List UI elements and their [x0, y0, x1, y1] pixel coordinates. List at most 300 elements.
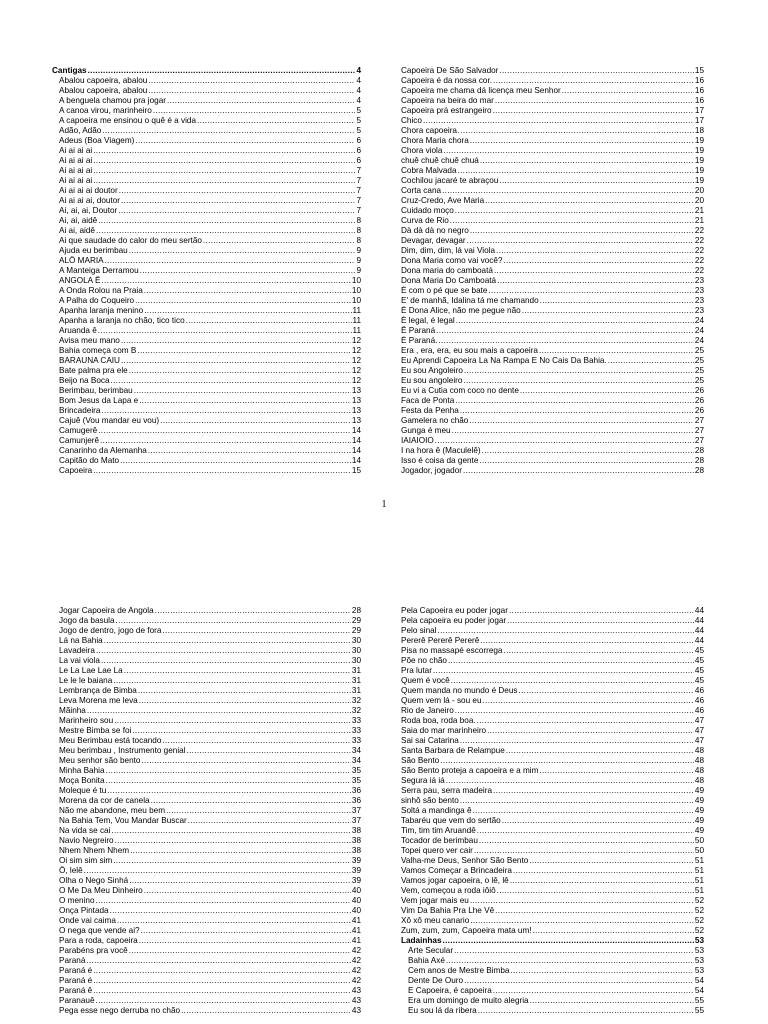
toc-page-number: 15 [351, 466, 361, 475]
toc-entry[interactable] [401, 686, 704, 696]
toc-entry-title: Dente De Ouro [408, 976, 464, 985]
toc-entry-title: Cruz-Credo, Ave Maria [401, 196, 485, 205]
toc-entry[interactable] [401, 356, 704, 366]
toc-dot-leader [93, 166, 355, 176]
toc-entry[interactable] [401, 386, 704, 396]
toc-entry[interactable] [52, 176, 361, 186]
toc-dot-leader [510, 876, 694, 886]
toc-dot-leader [482, 446, 694, 456]
toc-entry[interactable] [401, 246, 704, 256]
toc-entry[interactable] [401, 706, 704, 716]
toc-entry[interactable] [52, 336, 361, 346]
toc-entry[interactable] [401, 366, 704, 376]
toc-dot-leader [502, 816, 694, 826]
toc-entry[interactable] [401, 186, 704, 196]
toc-section-heading[interactable] [401, 936, 704, 946]
toc-page-number: 22 [694, 266, 704, 275]
toc-entry-title: Soltá a mandinga ê [401, 806, 472, 815]
toc-entry[interactable] [59, 696, 361, 706]
toc-page-number: 41 [351, 916, 361, 925]
toc-entry-title: Eu vi a Cutia com coco no dente [401, 386, 519, 395]
toc-entry[interactable] [401, 816, 704, 826]
toc-entry[interactable] [59, 846, 361, 856]
toc-entry[interactable] [59, 996, 361, 1006]
toc-entry[interactable] [401, 426, 704, 436]
toc-entry[interactable] [52, 446, 361, 456]
toc-dot-leader [116, 616, 351, 626]
toc-entry[interactable] [401, 1006, 704, 1016]
toc-entry[interactable] [52, 366, 361, 376]
toc-entry-title: Na vida se cai [59, 826, 111, 835]
toc-dot-leader [513, 866, 694, 876]
toc-dot-leader [446, 776, 694, 786]
toc-entry[interactable] [401, 196, 704, 206]
toc-dot-leader [203, 236, 356, 246]
toc-entry[interactable] [52, 246, 361, 256]
toc-entry[interactable] [401, 136, 704, 146]
toc-entry[interactable] [59, 776, 361, 786]
toc-entry[interactable] [59, 836, 361, 846]
toc-entry-title: Gamelera no chão [401, 416, 469, 425]
toc-entry[interactable] [401, 336, 704, 346]
toc-dot-leader [470, 896, 694, 906]
toc-entry[interactable] [52, 186, 361, 196]
toc-entry[interactable] [401, 756, 704, 766]
toc-entry[interactable] [401, 636, 704, 646]
toc-page-number: 12 [351, 376, 361, 385]
toc-entry-title: Sai sai Catarina [401, 736, 459, 745]
toc-entry[interactable] [401, 436, 704, 446]
toc-entry[interactable] [59, 916, 361, 926]
toc-page-number: 14 [351, 446, 361, 455]
toc-page-number: 14 [351, 436, 361, 445]
toc-entry[interactable] [401, 996, 704, 1006]
toc-entry[interactable] [401, 856, 704, 866]
toc-entry[interactable] [59, 956, 361, 966]
toc-entry-title: Pelo sinal [401, 626, 437, 635]
toc-entry[interactable] [401, 226, 704, 236]
toc-entry-title: ALÔ MARIA [59, 256, 104, 265]
toc-entry-title: Camugerê [59, 426, 98, 435]
toc-entry[interactable] [52, 226, 361, 236]
toc-entry[interactable] [401, 446, 704, 456]
toc-entry[interactable] [59, 786, 361, 796]
toc-entry[interactable] [52, 76, 361, 86]
toc-dot-leader [98, 326, 352, 336]
toc-entry-title: chuê chuê chuê chuá [401, 156, 479, 165]
toc-entry[interactable] [401, 126, 704, 136]
toc-entry[interactable] [59, 1006, 361, 1016]
toc-entry[interactable] [52, 86, 361, 96]
toc-dot-leader [120, 456, 351, 466]
toc-entry[interactable] [401, 796, 704, 806]
toc-entry[interactable] [59, 746, 361, 756]
toc-entry[interactable] [401, 946, 704, 956]
toc-entry[interactable] [52, 286, 361, 296]
toc-page-number: 25 [694, 366, 704, 375]
toc-page-number: 52 [694, 896, 704, 905]
toc-entry-title: Vim Da Bahia Pra Lhe Vê [401, 906, 495, 915]
toc-entry[interactable] [52, 306, 361, 316]
toc-entry-title: Ai ai ai ai [59, 166, 93, 175]
toc-page-number: 33 [351, 726, 361, 735]
toc-page-number: 21 [694, 206, 704, 215]
toc-entry[interactable] [59, 676, 361, 686]
toc-page-number: 49 [694, 796, 704, 805]
toc-entry[interactable] [52, 236, 361, 246]
toc-entry[interactable] [401, 646, 704, 656]
toc-dot-leader [473, 806, 694, 816]
toc-dot-leader [101, 276, 350, 286]
toc-entry[interactable] [401, 116, 704, 126]
toc-page-number: 40 [351, 906, 361, 915]
toc-page-number: 48 [694, 756, 704, 765]
toc-entry[interactable] [59, 756, 361, 766]
toc-page-number: 25 [694, 376, 704, 385]
toc-dot-leader [455, 706, 694, 716]
toc-entry[interactable] [401, 216, 704, 226]
toc-entry-title: Lá na Bahia [59, 636, 103, 645]
toc-entry[interactable] [59, 826, 361, 836]
toc-page-number: 44 [694, 606, 704, 615]
toc-entry[interactable] [52, 96, 361, 106]
toc-entry[interactable] [59, 726, 361, 736]
toc-entry[interactable] [401, 456, 704, 466]
toc-page-number: 30 [351, 636, 361, 645]
toc-entry-title: Le La Lae Lae La [59, 666, 123, 675]
toc-entry[interactable] [52, 136, 361, 146]
toc-entry-title: É Dona Alice, não me pegue não [401, 306, 521, 315]
toc-dot-leader [520, 386, 694, 396]
toc-entry[interactable] [59, 636, 361, 646]
toc-entry[interactable] [401, 906, 704, 916]
toc-entry[interactable] [59, 856, 361, 866]
toc-dot-leader [495, 96, 694, 106]
toc-entry[interactable] [401, 176, 704, 186]
toc-page-number: 10 [351, 296, 361, 305]
toc-entry[interactable] [59, 626, 361, 636]
toc-entry[interactable] [59, 896, 361, 906]
toc-entry[interactable] [52, 356, 361, 366]
toc-dot-leader [435, 436, 694, 446]
toc-entry[interactable] [59, 876, 361, 886]
toc-dot-leader [463, 376, 693, 386]
toc-entry[interactable] [401, 896, 704, 906]
toc-entry-title: Paranauê [59, 996, 95, 1005]
toc-entry[interactable] [52, 416, 361, 426]
toc-entry-title: Ai, ai, aidê [59, 216, 98, 225]
toc-entry[interactable] [401, 396, 704, 406]
toc-entry[interactable] [401, 66, 704, 76]
toc-entry[interactable] [59, 946, 361, 956]
toc-entry-title: Tabaréu que vem do sertão [401, 816, 501, 825]
toc-entry[interactable] [52, 126, 361, 136]
toc-entry[interactable] [59, 936, 361, 946]
toc-entry-title: Tim, tim tim Aruandê [401, 826, 476, 835]
toc-entry[interactable] [401, 986, 704, 996]
toc-entry[interactable] [401, 616, 704, 626]
toc-entry[interactable] [59, 906, 361, 916]
toc-entry[interactable] [401, 806, 704, 816]
toc-entry-title: Paraná é [59, 966, 93, 975]
toc-entry[interactable] [401, 276, 704, 286]
toc-entry-title: Cochilou jacaré te abraçou [401, 176, 499, 185]
toc-entry[interactable] [52, 316, 361, 326]
toc-entry[interactable] [401, 466, 704, 476]
toc-entry[interactable] [59, 616, 361, 626]
toc-entry-title: Mestre Bimba se foi [59, 726, 132, 735]
toc-dot-leader [488, 286, 693, 296]
toc-entry[interactable] [401, 666, 704, 676]
toc-entry[interactable] [401, 156, 704, 166]
toc-entry-title: Nhem Nhem Nhem [59, 846, 130, 855]
toc-entry[interactable] [401, 656, 704, 666]
toc-entry-title: Pela Capoeira eu poder jogar [401, 606, 508, 615]
toc-entry[interactable] [52, 406, 361, 416]
toc-entry[interactable] [401, 876, 704, 886]
toc-entry-title: É com o pé que se bate [401, 286, 488, 295]
toc-entry[interactable] [401, 676, 704, 686]
toc-page-number: 18 [694, 126, 704, 135]
toc-page-number: 33 [351, 716, 361, 725]
toc-entry[interactable] [59, 646, 361, 656]
toc-entry[interactable] [52, 396, 361, 406]
toc-entry[interactable] [401, 326, 704, 336]
toc-entry[interactable] [59, 816, 361, 826]
toc-page-number: 21 [694, 216, 704, 225]
toc-page-number: 7 [356, 166, 361, 175]
toc-entry[interactable] [52, 166, 361, 176]
toc-entry[interactable] [401, 836, 704, 846]
toc-entry-title: Serra pau, serra madeira [401, 786, 493, 795]
toc-entry-title: Dona Maria como vai você? [401, 256, 503, 265]
toc-entry[interactable] [401, 146, 704, 156]
toc-dot-leader [423, 116, 694, 126]
toc-entry[interactable] [401, 206, 704, 216]
toc-entry[interactable] [401, 86, 704, 96]
toc-dot-leader [129, 946, 351, 956]
toc-entry[interactable] [401, 406, 704, 416]
toc-entry[interactable] [59, 796, 361, 806]
toc-entry-title: Ai ai ai ai, doutor [59, 196, 120, 205]
toc-entry[interactable] [401, 316, 704, 326]
toc-entry[interactable] [401, 926, 704, 936]
toc-entry[interactable] [401, 286, 704, 296]
toc-entry-title: Abalou capoeira, abalou [59, 76, 148, 85]
toc-entry[interactable] [52, 206, 361, 216]
toc-page-number: 41 [351, 936, 361, 945]
toc-entry[interactable] [401, 976, 704, 986]
toc-entry-title: ANGOLA Ê [59, 276, 101, 285]
toc-entry-title: Le le le baiana [59, 676, 113, 685]
toc-entry[interactable] [401, 416, 704, 426]
toc-entry[interactable] [52, 436, 361, 446]
toc-dot-leader [101, 406, 350, 416]
toc-entry-title: Ai que saudade do calor do meu sertão [59, 236, 202, 245]
toc-dot-leader [102, 126, 355, 136]
toc-page-number: 43 [351, 996, 361, 1005]
toc-entry[interactable] [401, 626, 704, 636]
toc-dot-leader [450, 216, 694, 226]
toc-entry[interactable] [52, 146, 361, 156]
toc-page-number: 55 [694, 996, 704, 1005]
toc-entry[interactable] [401, 866, 704, 876]
toc-entry[interactable] [401, 726, 704, 736]
toc-entry[interactable] [401, 106, 704, 116]
toc-entry-title: Jogar Capoeira de Angola [59, 606, 154, 615]
toc-entry-title: Roda boa, roda boa. [401, 716, 476, 725]
toc-entry[interactable] [401, 296, 704, 306]
toc-entry[interactable] [401, 916, 704, 926]
toc-entry[interactable] [59, 986, 361, 996]
toc-entry[interactable] [59, 686, 361, 696]
toc-dot-leader [134, 386, 351, 396]
toc-entry[interactable] [52, 256, 361, 266]
toc-dot-leader [132, 726, 351, 736]
toc-entry[interactable] [401, 956, 704, 966]
toc-entry[interactable] [52, 266, 361, 276]
toc-dot-leader [96, 996, 351, 1006]
toc-dot-leader [608, 356, 694, 366]
toc-entry-title: Eu sou angoleiro [401, 376, 463, 385]
toc-page-number: 42 [351, 976, 361, 985]
toc-entry[interactable] [401, 786, 704, 796]
toc-dot-leader [98, 426, 351, 436]
toc-page-number: 7 [356, 196, 361, 205]
toc-page-number: 52 [694, 906, 704, 915]
toc-entry[interactable] [59, 926, 361, 936]
toc-entry[interactable] [52, 196, 361, 206]
toc-dot-leader [458, 166, 694, 176]
toc-dot-leader [455, 396, 694, 406]
toc-entry[interactable] [59, 766, 361, 776]
toc-entry-title: Canarinho da Alemanha [59, 446, 147, 455]
toc-entry-title: Rio de Janeiro [401, 706, 454, 715]
toc-dot-leader [448, 656, 694, 666]
toc-page-number: 4 [356, 86, 361, 95]
toc-entry-title: Aruandа ê [59, 326, 97, 335]
toc-entry[interactable] [401, 76, 704, 86]
toc-entry-title: Meu berimbau , Instrumento genial [59, 746, 186, 755]
toc-column-4 [401, 606, 704, 1016]
toc-entry[interactable] [401, 606, 704, 616]
toc-entry[interactable] [52, 106, 361, 116]
toc-dot-leader [137, 346, 351, 356]
toc-page-number: 10 [351, 286, 361, 295]
toc-entry[interactable] [59, 656, 361, 666]
toc-entry[interactable] [52, 216, 361, 226]
toc-entry[interactable] [401, 96, 704, 106]
toc-dot-leader [93, 966, 351, 976]
toc-section-heading[interactable] [52, 66, 361, 76]
toc-entry[interactable] [401, 696, 704, 706]
toc-dot-leader [144, 306, 351, 316]
toc-page-number: 48 [694, 746, 704, 755]
toc-entry[interactable] [401, 886, 704, 896]
toc-entry[interactable] [52, 296, 361, 306]
toc-entry[interactable] [59, 866, 361, 876]
toc-entry[interactable] [401, 166, 704, 176]
toc-entry[interactable] [401, 736, 704, 746]
toc-page-number: 42 [351, 956, 361, 965]
toc-entry-title: Pela capoeira eu poder jogar [401, 616, 507, 625]
toc-entry[interactable] [59, 966, 361, 976]
toc-entry[interactable] [52, 386, 361, 396]
toc-entry[interactable] [52, 376, 361, 386]
toc-dot-leader [129, 876, 351, 886]
toc-entry[interactable] [401, 826, 704, 836]
toc-entry[interactable] [52, 466, 361, 476]
toc-entry[interactable] [59, 736, 361, 746]
toc-entry[interactable] [52, 326, 361, 336]
toc-entry[interactable] [59, 706, 361, 716]
toc-entry[interactable] [401, 766, 704, 776]
toc-entry[interactable] [59, 606, 361, 616]
toc-entry[interactable] [401, 266, 704, 276]
toc-entry-title: Quem vem lá - sou eu [401, 696, 482, 705]
toc-dot-leader [86, 956, 350, 966]
toc-page-number: 53 [694, 936, 704, 945]
toc-page-number: 53 [694, 956, 704, 965]
toc-page-number: 28 [694, 446, 704, 455]
toc-entry-title: Capoeira prá estrangeiro [401, 106, 492, 115]
toc-entry[interactable] [52, 456, 361, 466]
toc-entry[interactable] [52, 346, 361, 356]
toc-entry[interactable] [52, 156, 361, 166]
toc-dot-leader [540, 296, 694, 306]
toc-page-number: 45 [694, 656, 704, 665]
toc-entry[interactable] [59, 716, 361, 726]
toc-entry[interactable] [59, 806, 361, 816]
toc-entry[interactable] [401, 236, 704, 246]
toc-entry[interactable] [52, 426, 361, 436]
toc-entry[interactable] [401, 256, 704, 266]
toc-page-number: 23 [694, 286, 704, 295]
toc-dot-leader [93, 146, 355, 156]
toc-page-number: 20 [694, 186, 704, 195]
toc-entry[interactable] [59, 976, 361, 986]
toc-entry-title: Dim, dim, dim, lá vai Viola [401, 246, 496, 255]
toc-entry[interactable] [52, 116, 361, 126]
toc-entry[interactable] [59, 666, 361, 676]
toc-entry[interactable] [59, 886, 361, 896]
toc-entry[interactable] [401, 966, 704, 976]
toc-entry-title: Adão, Adão [59, 126, 102, 135]
toc-entry[interactable] [401, 306, 704, 316]
toc-page-number: 39 [351, 876, 361, 885]
toc-page-number: 7 [356, 186, 361, 195]
toc-entry[interactable] [401, 716, 704, 726]
toc-entry[interactable] [401, 376, 704, 386]
toc-entry-title: São Bento [401, 756, 440, 765]
toc-dot-leader [507, 616, 694, 626]
toc-dot-leader [88, 66, 356, 76]
toc-entry[interactable] [401, 346, 704, 356]
toc-entry[interactable] [401, 846, 704, 856]
toc-entry[interactable] [401, 776, 704, 786]
toc-entry[interactable] [52, 276, 361, 286]
toc-column-1 [52, 66, 361, 476]
toc-entry-title: Era um domingo de muito alegria [408, 996, 529, 1005]
toc-entry-title: Paraná ê [59, 986, 93, 995]
toc-page-number: 40 [351, 896, 361, 905]
toc-entry-title: Gunga é meu [401, 426, 451, 435]
toc-entry[interactable] [401, 746, 704, 756]
toc-entry-title: Ajuda eu berimbau [59, 246, 128, 255]
toc-page-number: 51 [694, 876, 704, 885]
toc-entry-title: A Manteiga Derramou [59, 266, 139, 275]
page-number: 1 [381, 499, 387, 510]
